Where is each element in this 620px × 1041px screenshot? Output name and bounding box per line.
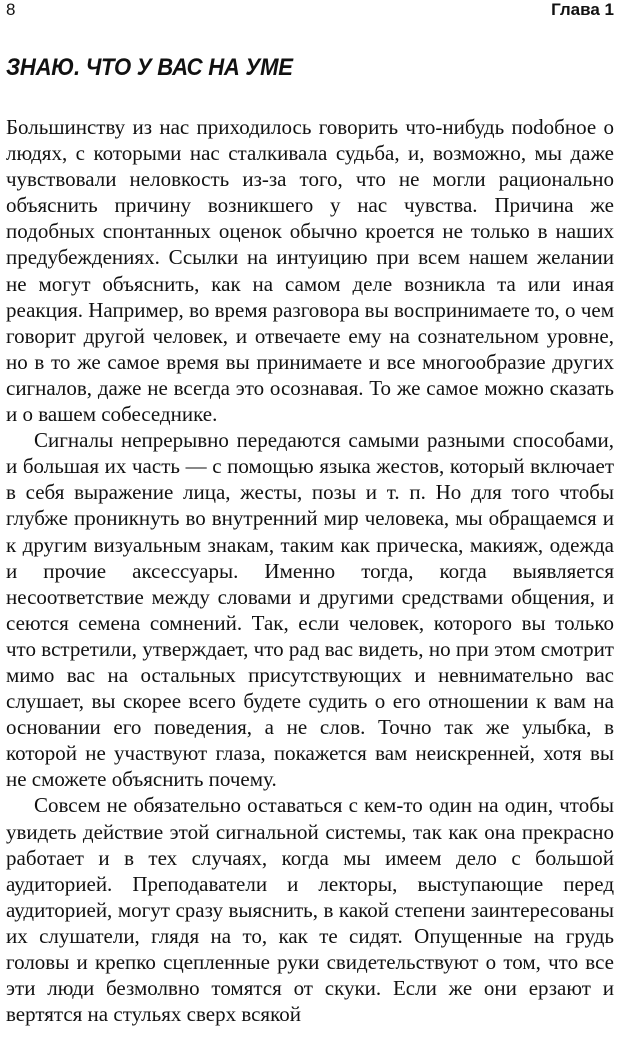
running-head: [6, 0, 614, 24]
paragraph-2: Сигналы непрерывно передаются самыми разными способами, и большая их часть — с помощью языка жестов, который включает в себя выражение лица, жесты, позы и т. п. Но для того чтобы глубже проникнуть во внутренний мир человека, мы обращаемся и к другим визуальным знакам, таким как прическа, макияж, одежда и прочие аксессуары. Именно тогда, когда выявляется несоответствие между словами и другими средствами общения, и сеются семена сомнений. Так, если человек, которого вы только что встретили, утверждает, что рад вас видеть, но при этом смотрит мимо вас на остальных присутствующих и невнимательно вас слушает, вы скорее всего будете судить о его отношении к вам на основании его поведения, а не слов. Точно так же улыбка, в которой не участвуют глаза, покажется вам неискренней, хотя вы не сможете объяснить почему.: [6, 428, 614, 792]
body-text: [6, 114, 614, 1027]
page-number: 8: [6, 0, 16, 19]
paragraph-3: Совсем не обязательно оставаться с кем-то один на один, чтобы увидеть действие этой сигнальной системы, так как она прекрасно работает и в тех случаях, когда мы имеем дело с большой аудиторией. Преподаватели и лекторы, выступающие перед аудиторией, могут сразу выяснить, в какой степени заинтересованы их слушатели, глядя на то, как те сидят. Опущенные на грудь головы и крепко сцепленные руки свидетельствуют о том, что все эти люди безмолвно томятся от скуки. Если же они ерзают и вертятся на стульях сверх всякой: [6, 793, 614, 1027]
paragraph-1: Большинству из нас приходилось говорить что-нибудь поdобное о людях, с которыми нас сталкивала судьба, и, возможно, мы даже чувствовали неловкость из-за того, что не могли рационально объяснить причину возникшего у нас чувства. Причина же подобных спонтанных оценок обычно кроется не только в наших предубеждениях. Ссылки на интуицию при всем нашем желании не могут объяснить, как на самом деле возникла та или иная реакция. Например, во время разговора вы воспринимаете то, о чем говорит другой человек, и отвечаете ему на сознательном уровне, но в то же самое время вы принимаете и все многообразие других сигналов, даже не всегда это осознавая. То же самое можно сказать и о вашем собеседнике.: [6, 115, 614, 427]
section-title: ЗНАЮ. ЧТО У ВАС НА УМЕ: [6, 54, 293, 81]
chapter-label: Глава 1: [551, 0, 614, 19]
